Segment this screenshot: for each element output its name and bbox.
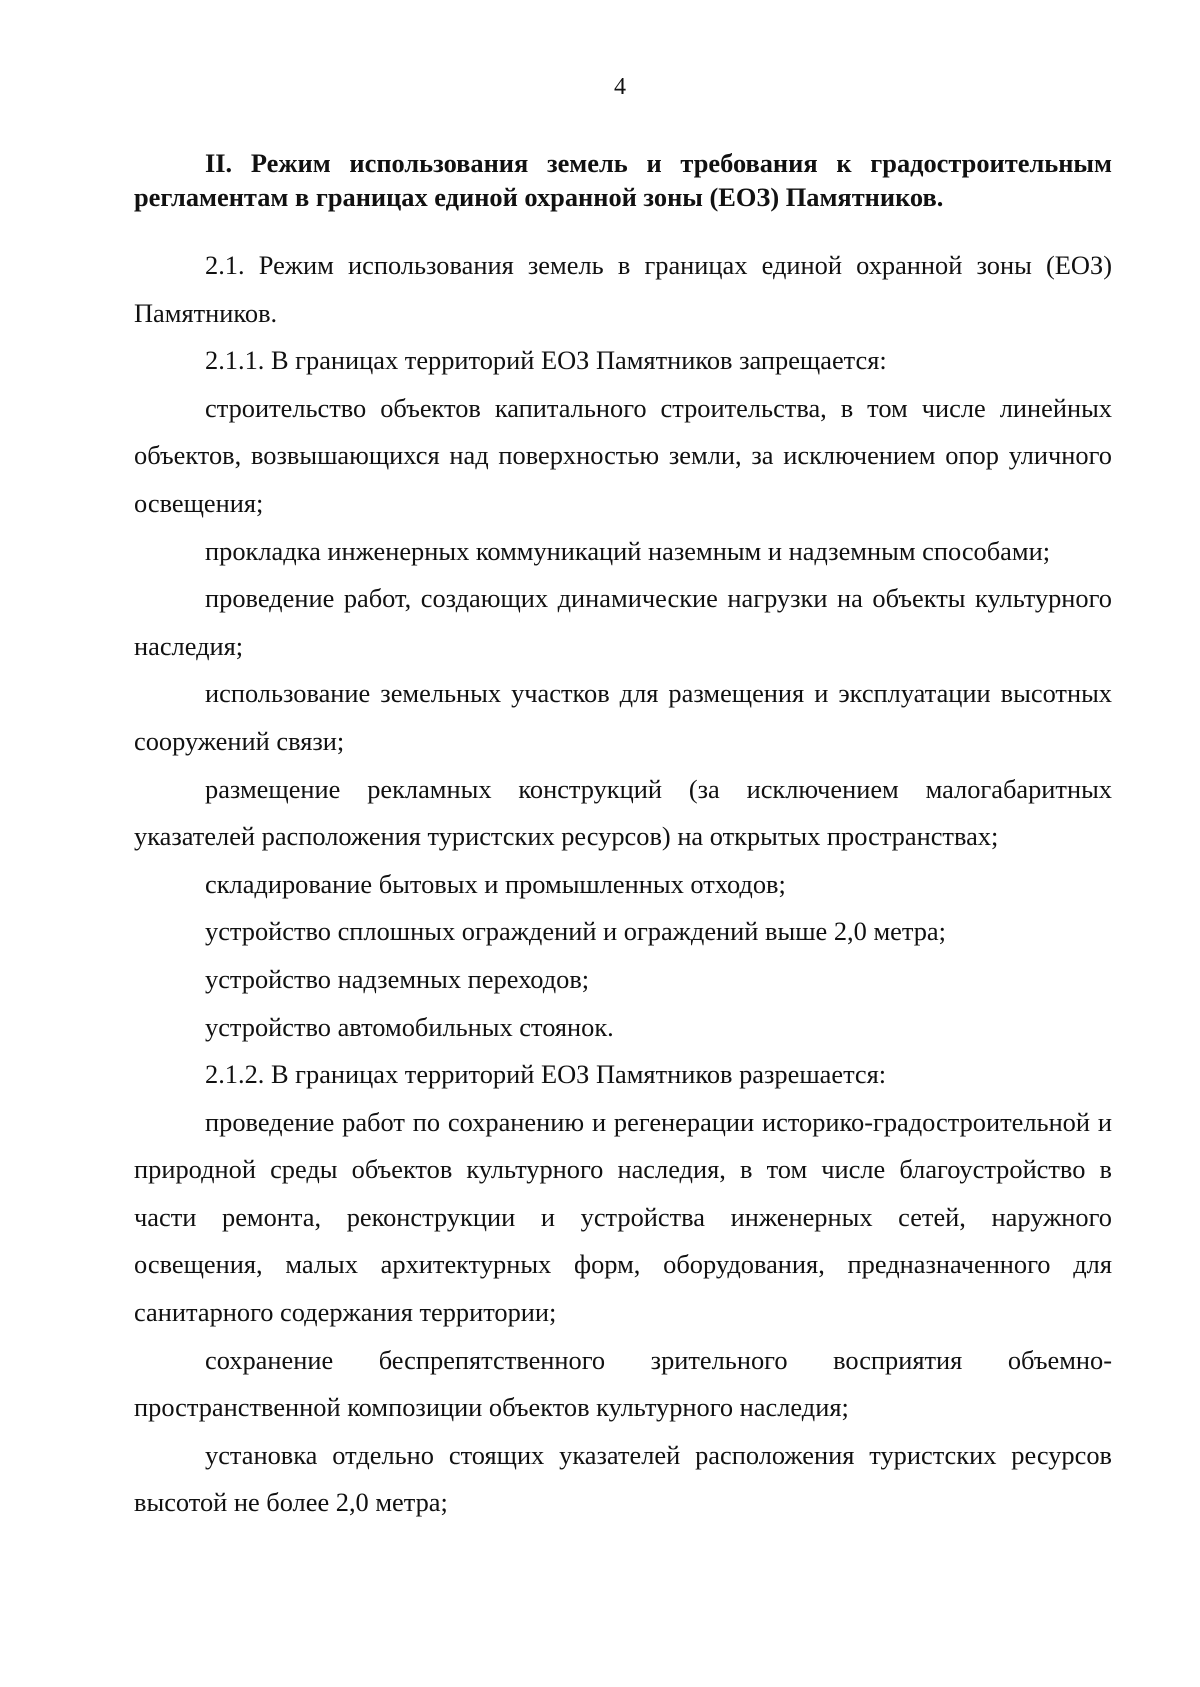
list-item-prohibited-fences: устройство сплошных ограждений и ограждений выше 2,0 метра;	[205, 916, 946, 947]
list-item-prohibited-waste: складирование бытовых и промышленных отходов;	[205, 868, 786, 899]
list-item-prohibited-dynamic-loads: проведение работ, создающих динамические нагрузки на объекты культурного наследия;	[134, 583, 1112, 661]
page-number: 4	[614, 74, 626, 100]
list-item-prohibited-parking: устройство автомобильных стоянок.	[205, 1011, 614, 1042]
section-heading: II. Режим использования земель и требования к градостроительным регламентам в границах единой охранной зоны (ЕОЗ) Памятников.	[134, 148, 1112, 212]
document-body	[134, 146, 1112, 1527]
list-item-prohibited-communications: прокладка инженерных коммуникаций наземным и надземным способами;	[205, 535, 1051, 566]
list-item-allowed-signs: установка отдельно стоящих указателей расположения туристских ресурсов высотой не более 2,0 метра;	[134, 1439, 1112, 1518]
list-item-prohibited-advertising: размещение рекламных конструкций (за исключением малогабаритных указателей расположения туристских ресурсов) на открытых пространствах;	[134, 773, 1112, 852]
list-item-prohibited-overpasses: устройство надземных переходов;	[205, 963, 590, 994]
paragraph-2-1: 2.1. Режим использования земель в границах единой охранной зоны (ЕОЗ) Памятников.	[134, 250, 1112, 328]
paragraph-2-1-2: 2.1.2. В границах территорий ЕОЗ Памятников разрешается:	[205, 1059, 887, 1090]
paragraph-2-1-1: 2.1.1. В границах территорий ЕОЗ Памятников запрещается:	[205, 345, 887, 376]
list-item-prohibited-communication-towers: использование земельных участков для размещения и эксплуатации высотных сооружений связи;	[134, 678, 1112, 756]
list-item-prohibited-construction: строительство объектов капитального строительства, в том числе линейных объектов, возвышающихся над поверхностью земли, за исключением опор уличного освещения;	[134, 392, 1112, 518]
list-item-allowed-visual-perception: сохранение беспрепятственного зрительного восприятия объемно-пространственной композиции объектов культурного наследия;	[134, 1344, 1112, 1423]
list-item-allowed-regeneration: проведение работ по сохранению и регенерации историко-градостроительной и природной среды объектов культурного наследия, в том числе благоустройство в части ремонта, реконструкции и устройства инженерных сетей, наружного освещения, малых архитектурных форм, оборудования, предназначенного для санитарного содержания территории;	[134, 1106, 1112, 1328]
